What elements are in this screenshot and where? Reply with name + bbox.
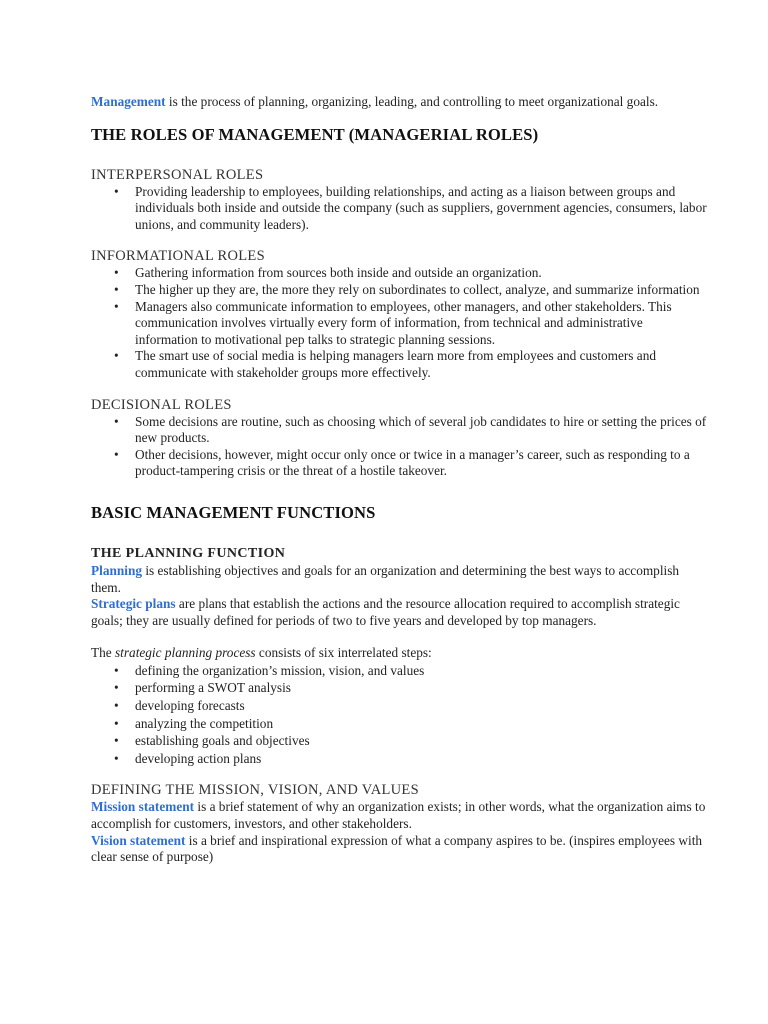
list-item: • developing forecasts (91, 697, 708, 715)
planning-definition-text: is establishing objectives and goals for an organization and determining the best ways to accomplish them. (91, 562, 680, 595)
term-planning: Planning (91, 562, 142, 578)
mission-statement-text: is a brief statement of why an organization exists; in other words, what the organization aims to accomplish for customers, investors, and other stakeholders. (91, 799, 706, 832)
strategic-plans-definition (91, 596, 708, 629)
list-item: • The smart use of social media is helping managers learn more from employees and customers and communicate with stakeholder groups more effectively. (91, 348, 708, 381)
vision-statement-text: is a brief and inspirational expression of what a company aspires to be. (inspires employees with clear sense of purpose) (91, 832, 703, 865)
term-mission-statement: Mission statement (91, 799, 195, 815)
management-definition (91, 94, 708, 111)
list-item: • Gathering information from sources both inside and outside an organization. (91, 265, 708, 282)
list-item: • Some decisions are routine, such as choosing which of several job candidates to hire or setting the prices of new products. (91, 414, 708, 447)
planning-process-intro (91, 645, 708, 662)
mission-statement-definition (91, 799, 708, 832)
decisional-heading: DECISIONAL ROLES (91, 396, 232, 413)
planning-definition (91, 563, 708, 596)
list-item: • Other decisions, however, might occur only once or twice in a manager’s career, such as responding to a product-tampering crisis or the threat of a hostile takeover. (91, 447, 708, 480)
planning-steps-list (91, 662, 708, 768)
list-item: • Managers also communicate information to employees, other managers, and other stakeholders. This communication involves virtually every form of information, from technical and administrative information to motivational pep talks to strategic planning sessions. (91, 299, 708, 349)
decisional-list (91, 414, 708, 480)
term-strategic-plans: Strategic plans (91, 596, 176, 612)
mission-heading: DEFINING THE MISSION, VISION, AND VALUES (91, 782, 419, 799)
spacer (91, 629, 708, 645)
process-post: consists of six interrelated steps: (255, 645, 432, 661)
list-item: • defining the organization’s mission, vision, and values (91, 662, 708, 680)
roles-heading: THE ROLES OF MANAGEMENT (MANAGERIAL ROLES) (91, 124, 539, 144)
informational-section (91, 247, 708, 381)
term-management: Management (91, 94, 166, 109)
list-item: • establishing goals and objectives (91, 732, 708, 750)
list-item: • analyzing the competition (91, 715, 708, 733)
interpersonal-section (91, 166, 708, 234)
interpersonal-list (91, 184, 708, 234)
mission-section (91, 781, 708, 865)
process-pre: The (91, 645, 115, 661)
informational-heading: INFORMATIONAL ROLES (91, 248, 265, 265)
strategic-plans-definition-text: are plans that establish the actions and the resource allocation required to accomplish strategic goals; they are usually defined for periods of two to five years and developed by top managers. (91, 596, 680, 628)
list-item: • Providing leadership to employees, building relationships, and acting as a liaison between groups and individuals both inside and outside the company (such as suppliers, government agencies, consumers, labor unions, and community leaders). (91, 184, 708, 234)
list-item: • developing action plans (91, 750, 708, 768)
process-emphasis: strategic planning process (115, 645, 256, 661)
list-item: • The higher up they are, the more they rely on subordinates to collect, analyze, and summarize information (91, 282, 708, 299)
list-item: • performing a SWOT analysis (91, 679, 708, 697)
management-definition-text: is the process of planning, organizing, leading, and controlling to meet organizational goals. (165, 94, 659, 109)
informational-list (91, 265, 708, 381)
planning-heading: THE PLANNING FUNCTION (91, 545, 286, 561)
planning-section (91, 545, 708, 768)
vision-statement-definition (91, 833, 708, 866)
functions-heading: BASIC MANAGEMENT FUNCTIONS (91, 502, 376, 522)
term-vision-statement: Vision statement (91, 832, 186, 848)
interpersonal-heading: INTERPERSONAL ROLES (91, 166, 264, 183)
decisional-section (91, 396, 708, 480)
